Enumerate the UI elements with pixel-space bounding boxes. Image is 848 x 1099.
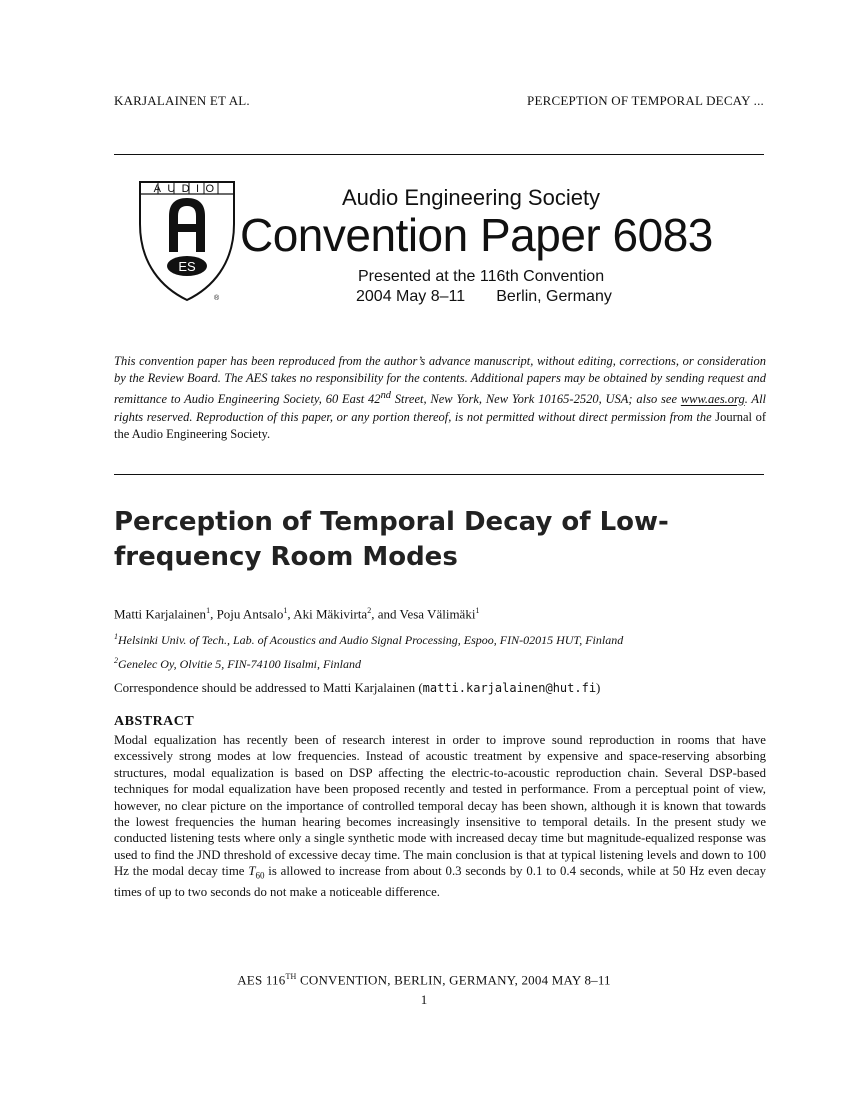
aes-logo [138, 180, 236, 304]
correspondence-prefix: Correspondence should be addressed to Matti Karjalainen ( [114, 680, 423, 695]
affiliation-text: Genelec Oy, Olvitie 5, FIN-74100 Iisalmi, Finland [118, 657, 361, 671]
author-sup: 2 [367, 606, 372, 615]
convention-date: 2004 May 8–11 [356, 288, 466, 305]
paper-title-line-1: Perception of Temporal Decay of Low- [114, 507, 669, 537]
author-name: Vesa Välimäki [399, 606, 476, 622]
notice-journal-name: Journal of the Audio Engineering Society. [114, 409, 766, 441]
running-head-right: PERCEPTION OF TEMPORAL DECAY ... [527, 93, 764, 108]
abstract-text-1: Modal equalization has recently been of research interest in order to improve sound reproduction in rooms that have excessively strong modes at low frequencies. Instead of acoustic treatment by expensive and space-reserving absorbing structures, modal equalization is based on DSP affecting the electric-to-acoustic reproduction chain. Several DSP-based techniques for modal equalization have been proposed recently and tested in performance. From a perceptual point of view, however, no clear picture on the importance of controlled temporal decay has been shown, although it is known that towards the lowest frequencies the human hearing becomes increasingly insensitive to temporal details. In the present study we conducted listening tests where only a single synthetic mode with increased decay time but magnitude-equalized response was used to find the JND threshold of excessive decay time. The main conclusion is that at typical listening levels and down to 100 Hz the modal decay time [114, 733, 766, 879]
organization-name: Audio Engineering Society [342, 185, 601, 210]
author-separator: , [210, 606, 217, 622]
convention-date-location [356, 288, 612, 306]
author-separator: , [287, 606, 294, 622]
t60-symbol: T [248, 864, 256, 879]
logo-bottom-text: ES [178, 259, 196, 274]
author-sup: 1 [283, 606, 288, 615]
running-head-left: KARJALAINEN ET AL. [114, 93, 250, 108]
notice-divider [114, 474, 764, 475]
affiliation-text: Helsinki Univ. of Tech., Lab. of Acoustics and Audio Signal Processing, Espoo, FIN-02015 HUT, Finland [118, 633, 624, 647]
copyright-notice [114, 353, 766, 443]
notice-text-1: This convention paper has been reproduced from the author’s advance manuscript, without editing, corrections, or consideration by the Review Board. The AES takes no responsibility for the contents. Additional papers may be obtained by sending request and remittance to Audio Engineering Society, 60 East 42 [114, 354, 766, 407]
correspondence-suffix: ) [596, 680, 601, 695]
notice-text-2: Street, New York, New York 10165-2520, USA; also see [390, 392, 681, 407]
affiliation-sup: 2 [114, 656, 118, 665]
footer-sup: TH [285, 972, 297, 981]
t60-subscript: 60 [255, 870, 265, 881]
abstract-heading: ABSTRACT [114, 714, 195, 729]
notice-sup: nd [380, 390, 391, 402]
page-number: 1 [420, 992, 428, 1007]
aes-website-link[interactable]: www.aes.org [680, 392, 745, 407]
affiliation-1 [114, 632, 764, 648]
author-separator: , and [371, 606, 400, 622]
affiliation-sup: 1 [114, 632, 118, 641]
paper-series-title: Convention Paper 6083 [240, 209, 713, 261]
author-name: Poju Antsalo [216, 606, 284, 622]
paper-title [114, 505, 734, 575]
notice-text-3: . All rights reserved. Reproduction of this paper, or any portion thereof, is not permitted without direct permission from the [114, 392, 767, 424]
footer-suffix: CONVENTION, BERLIN, GERMANY, 2004 MAY 8–11 [296, 972, 611, 988]
author-sup: 1 [206, 606, 211, 615]
abstract-text-2: is allowed to increase from about 0.3 seconds by 0.1 to 0.4 seconds, while at 50 Hz even decay times of up to two seconds do not make a noticeable difference. [114, 864, 766, 900]
page-footer [0, 972, 848, 988]
correspondence-email[interactable]: matti.karjalainen@hut.fi [422, 681, 597, 695]
author-name: Matti Karjalainen [114, 606, 207, 622]
author-list [114, 606, 479, 622]
footer-prefix: AES 116 [237, 972, 286, 988]
author-sup: 1 [475, 606, 480, 615]
paper-title-line-2: frequency Room Modes [114, 542, 458, 572]
convention-location: Berlin, Germany [496, 288, 612, 305]
presented-at: Presented at the 116th Convention [358, 268, 605, 285]
author-name: Aki Mäkivirta [293, 606, 368, 622]
top-divider [114, 154, 764, 155]
affiliation-2 [114, 656, 764, 672]
registered-mark: ® [214, 295, 220, 302]
abstract-text [114, 732, 766, 901]
logo-top-text: AUDIO [153, 183, 221, 195]
correspondence-line [114, 680, 600, 696]
